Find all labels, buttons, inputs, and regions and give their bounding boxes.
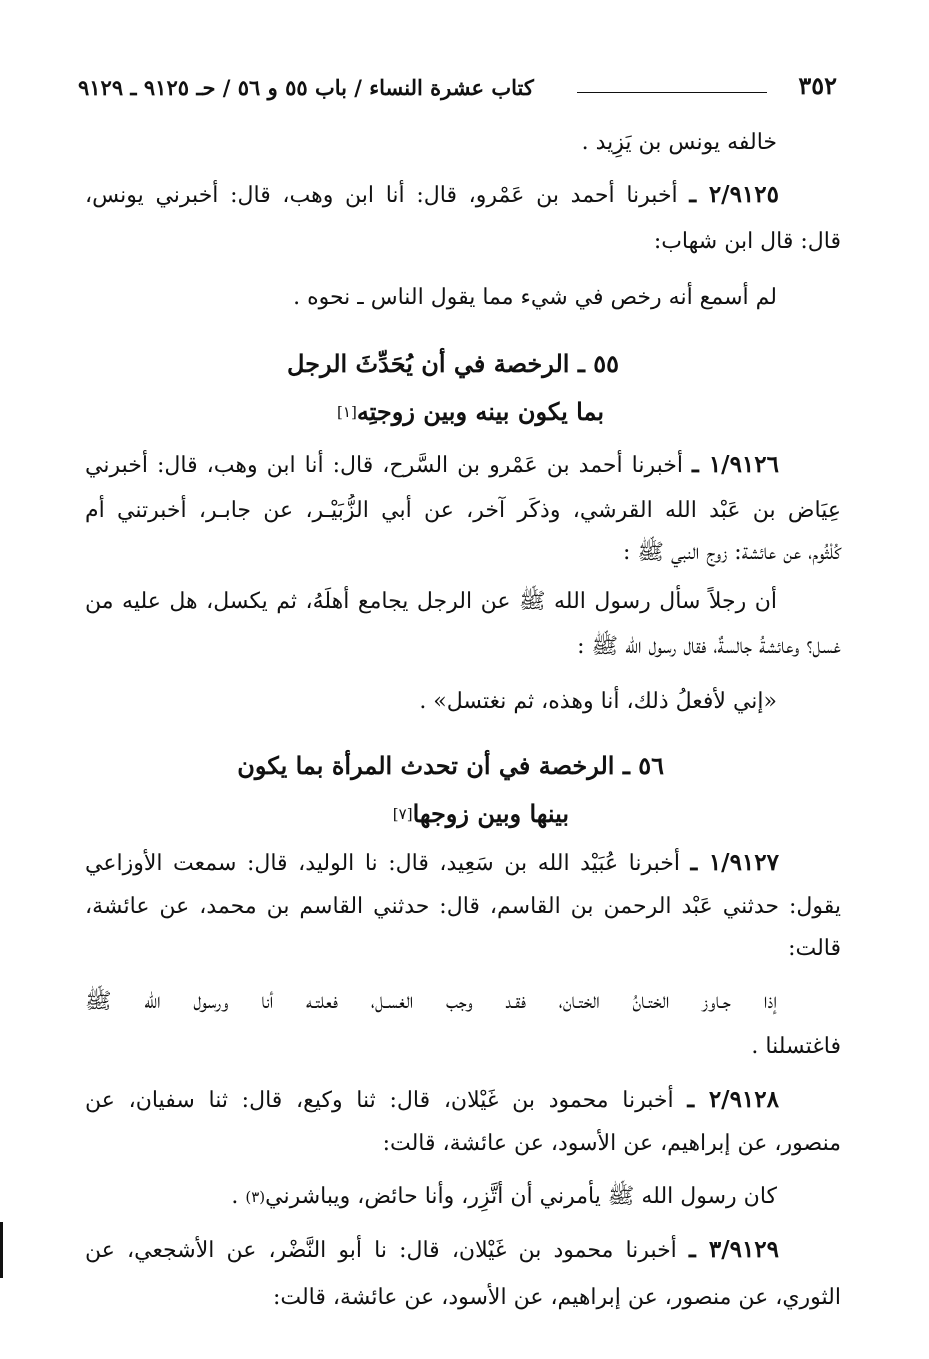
text-line: خالفه يونس بن يَزِيد . [581, 130, 777, 155]
text-line: يقول: حدثني عَبْد الرحمن بن القاسم، قال: حدثني القاسم بن محمد، عن عائشة، [85, 894, 841, 919]
chapter-subheading: بينها وبين زوجها[٧] [392, 799, 569, 828]
scan-edge-mark [0, 1222, 3, 1278]
chapter-heading: ٥٥ ـ الرخصة في أن يُحَدِّثَ الرجل [286, 349, 619, 378]
text-line: غسل؟ وعائشةُ جالسةٌ، فقال رسول الله ﷺ : [577, 634, 841, 659]
text-line: منصور، عن إبراهيم، عن الأسود، عن عائشة، قالت: [382, 1131, 841, 1156]
hadith-first-line: ١/٩١٢٧ ـ أخبرنا عُبَيْد الله بن سَعِيد، قال: نا الوليد، قال: سمعت الأوزاعي [85, 849, 779, 876]
hadith-number: ٢/٩١٢٥ ـ [689, 181, 779, 208]
hadith-first-line: ٣/٩١٢٩ ـ أخبرنا محمود بن غَيْلان، قال: نا أبو النَّضْر، عن الأشجعي، عن [85, 1236, 779, 1263]
text-line: كان رسول الله ﷺ يأمرني أن أتَّزِر، وأنا حائض، ويباشرني$^{(٣)}$ . [231, 1184, 777, 1209]
text-line: الثوري، عن منصور، عن إبراهيم، عن الأسود، عن عائشة، قالت: [272, 1285, 841, 1310]
text-line: كُلْثُوم، عن عائشة: زوج النبي ﷺ : [623, 540, 841, 565]
hadith-first-line: ٢/٩١٢٨ ـ أخبرنا محمود بن غَيْلان، قال: ثنا وكيع، قال: ثنا سفيان، عن [85, 1086, 779, 1113]
hadith-number: ٢/٩١٢٨ ـ [687, 1086, 779, 1113]
hadith-first-line: ١/٩١٢٦ ـ أخبرنا أحمد بن عَمْرو بن السَّرح، قال: أنا ابن وهب، قال: أخبرني [85, 451, 779, 478]
text-line: إذا جـاوز الختـانُ الختـان، فقـد وجب الغسـل، فعلتـه أنا ورسول الله ﷺ [85, 989, 777, 1014]
hadith-number: ١/٩١٢٦ ـ [692, 451, 779, 478]
text-line: لم أسمع أنه رخص في شيء مما يقول الناس ـ نحوه . [293, 285, 777, 310]
hadith-first-line: ٢/٩١٢٥ ـ أخبرنا أحمد بن عَمْرو، قال: أنا ابن وهب، قال: أخبرني يونس، [85, 181, 779, 208]
header-rule [577, 92, 767, 93]
page-number: ٣٥٢ [798, 71, 837, 100]
footnote-mark: [١] [337, 403, 357, 421]
running-title: كتاب عشرة النساء / باب ٥٥ و ٥٦ / حـ ٩١٢٥ ـ ٩١٢٩ [78, 75, 534, 100]
text-line: قالت: [788, 936, 841, 961]
hadith-number: ١/٩١٢٧ ـ [690, 849, 779, 876]
text-line: أن رجلاً سأل رسول الله ﷺ عن الرجل يجامع أهلَهُ، ثم يكسل، هل عليه من [85, 589, 777, 614]
text-line: قال: قال ابن شهاب: [653, 229, 841, 254]
text-line: عِيَاض بن عَبْد الله القرشي، وذكَر آخر، عن أبي الزُّبَيْـر، عن جابـر، أخبرتني أم [85, 498, 841, 523]
hadith-number: ٣/٩١٢٩ ـ [688, 1236, 779, 1263]
page-header [78, 68, 837, 108]
chapter-heading: ٥٦ ـ الرخصة في أن تحدث المرأة بما يكون [237, 751, 664, 780]
text-line: «إني لأفعلُ ذلك، أنا وهذه، ثم نغتسل» . [419, 689, 777, 714]
chapter-subheading: بما يكون بينه وبين زوجتِه[١] [337, 397, 604, 426]
footnote-mark: [٧] [392, 805, 413, 823]
footnote-mark: (٣) [245, 1188, 266, 1206]
text-line: فاغتسلنا . [751, 1034, 841, 1059]
